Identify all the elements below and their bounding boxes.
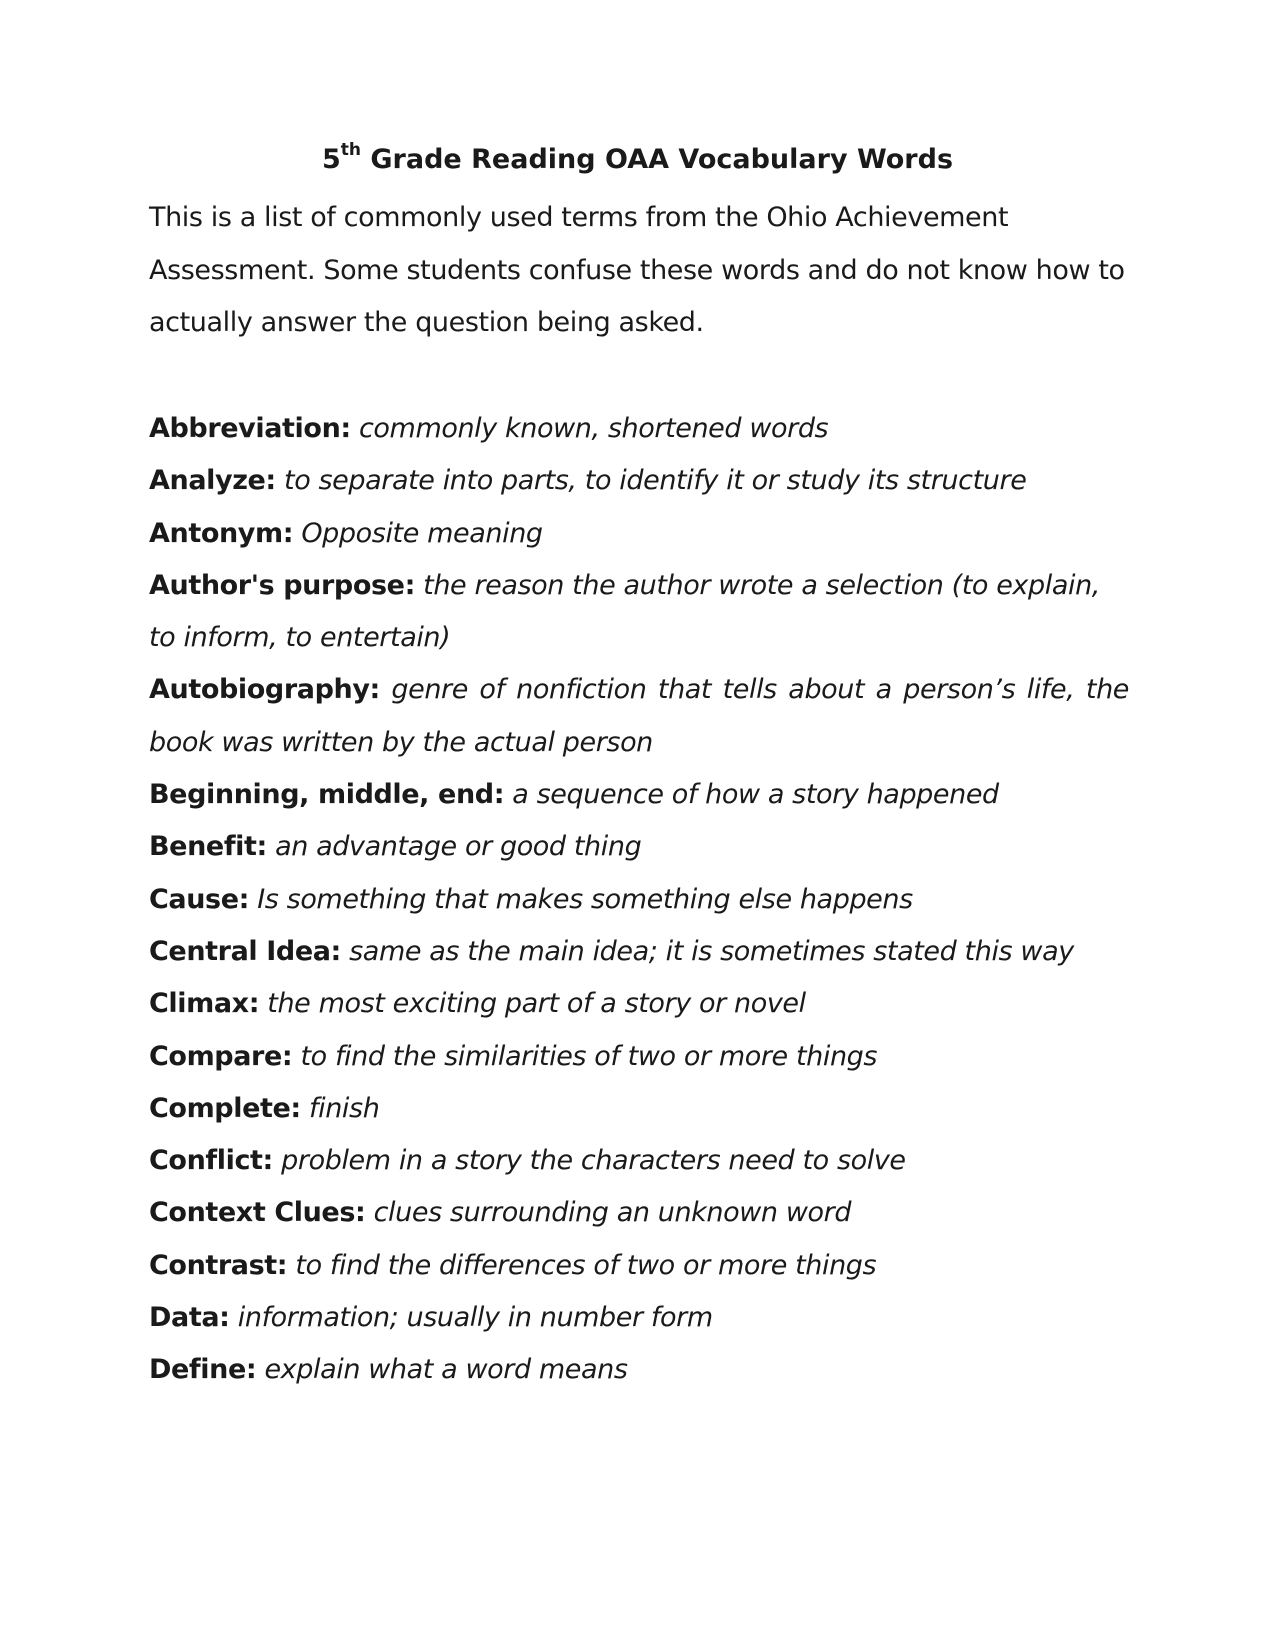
vocabulary-definition: to find the differences of two or more things <box>295 1249 877 1281</box>
vocabulary-term: Conflict: <box>149 1145 273 1177</box>
vocabulary-term: Data: <box>149 1302 230 1334</box>
vocabulary-entry <box>149 978 1129 1030</box>
vocabulary-term: Define: <box>149 1354 257 1386</box>
vocabulary-term: Abbreviation: <box>149 413 351 444</box>
vocabulary-term: Analyze: <box>149 465 276 497</box>
vocabulary-list <box>149 403 1129 1397</box>
title-text: Grade Reading OAA Vocabulary Words <box>361 144 954 175</box>
document-title <box>0 140 1275 177</box>
vocabulary-definition: the reason the author wrote a selection (to explain, to inform, to entertain) <box>149 569 1100 654</box>
title-grade-suffix: th <box>340 140 361 160</box>
vocabulary-entry <box>149 1031 1129 1083</box>
vocabulary-entry <box>149 1083 1129 1135</box>
vocabulary-entry <box>149 560 1129 665</box>
vocabulary-entry <box>149 455 1129 507</box>
vocabulary-term: Cause: <box>149 883 250 915</box>
title-grade-number: 5 <box>321 144 341 175</box>
vocabulary-definition: to separate into parts, to identify it or study its structure <box>284 465 1027 497</box>
vocabulary-definition: to find the similarities of two or more things <box>300 1040 878 1072</box>
vocabulary-definition: the most exciting part of a story or novel <box>267 988 806 1020</box>
vocabulary-entry <box>149 1344 1129 1396</box>
vocabulary-definition: a sequence of how a story happened <box>512 779 999 811</box>
vocabulary-entry <box>149 874 1129 926</box>
vocabulary-term: Antonym: <box>149 517 294 549</box>
vocabulary-definition: same as the main idea; it is sometimes stated this way <box>349 935 1074 967</box>
vocabulary-term: Author's purpose: <box>149 569 415 601</box>
vocabulary-term: Beginning, middle, end: <box>149 779 505 811</box>
vocabulary-term: Autobiography: <box>149 674 380 706</box>
vocabulary-term: Central Idea: <box>149 935 341 967</box>
vocabulary-definition: information; usually in number form <box>237 1302 713 1334</box>
vocabulary-entry <box>149 769 1129 821</box>
vocabulary-definition: clues surrounding an unknown word <box>373 1197 852 1229</box>
vocabulary-entry <box>149 821 1129 873</box>
vocabulary-definition: an advantage or good thing <box>275 831 642 863</box>
vocabulary-term: Climax: <box>149 988 260 1020</box>
vocabulary-definition: explain what a word means <box>264 1354 628 1386</box>
vocabulary-definition: commonly known, shortened words <box>358 413 829 444</box>
vocabulary-entry <box>149 926 1129 978</box>
vocabulary-definition: Opposite meaning <box>301 517 543 549</box>
vocabulary-definition: problem in a story the characters need to solve <box>281 1145 906 1177</box>
vocabulary-definition: finish <box>309 1092 380 1124</box>
vocabulary-term: Complete: <box>149 1092 301 1124</box>
vocabulary-definition: Is something that makes something else happens <box>257 883 913 915</box>
intro-paragraph: This is a list of commonly used terms from the Ohio Achievement Assessment. Some students confuse these words and do not know how to actually answer the question being asked. <box>149 202 1125 338</box>
vocabulary-entry <box>149 403 1129 455</box>
vocabulary-term: Benefit: <box>149 831 267 863</box>
vocabulary-entry <box>149 664 1129 769</box>
vocabulary-term: Compare: <box>149 1040 293 1072</box>
vocabulary-entry <box>149 1135 1129 1187</box>
vocabulary-entry <box>149 1240 1129 1292</box>
vocabulary-entry <box>149 1187 1129 1239</box>
vocabulary-entry <box>149 1292 1129 1344</box>
vocabulary-term: Context Clues: <box>149 1197 366 1229</box>
vocabulary-definition: genre of nonfiction that tells about a person’s life, the book was written by the actual person <box>149 674 1129 758</box>
vocabulary-term: Contrast: <box>149 1249 288 1281</box>
vocabulary-entry <box>149 508 1129 560</box>
